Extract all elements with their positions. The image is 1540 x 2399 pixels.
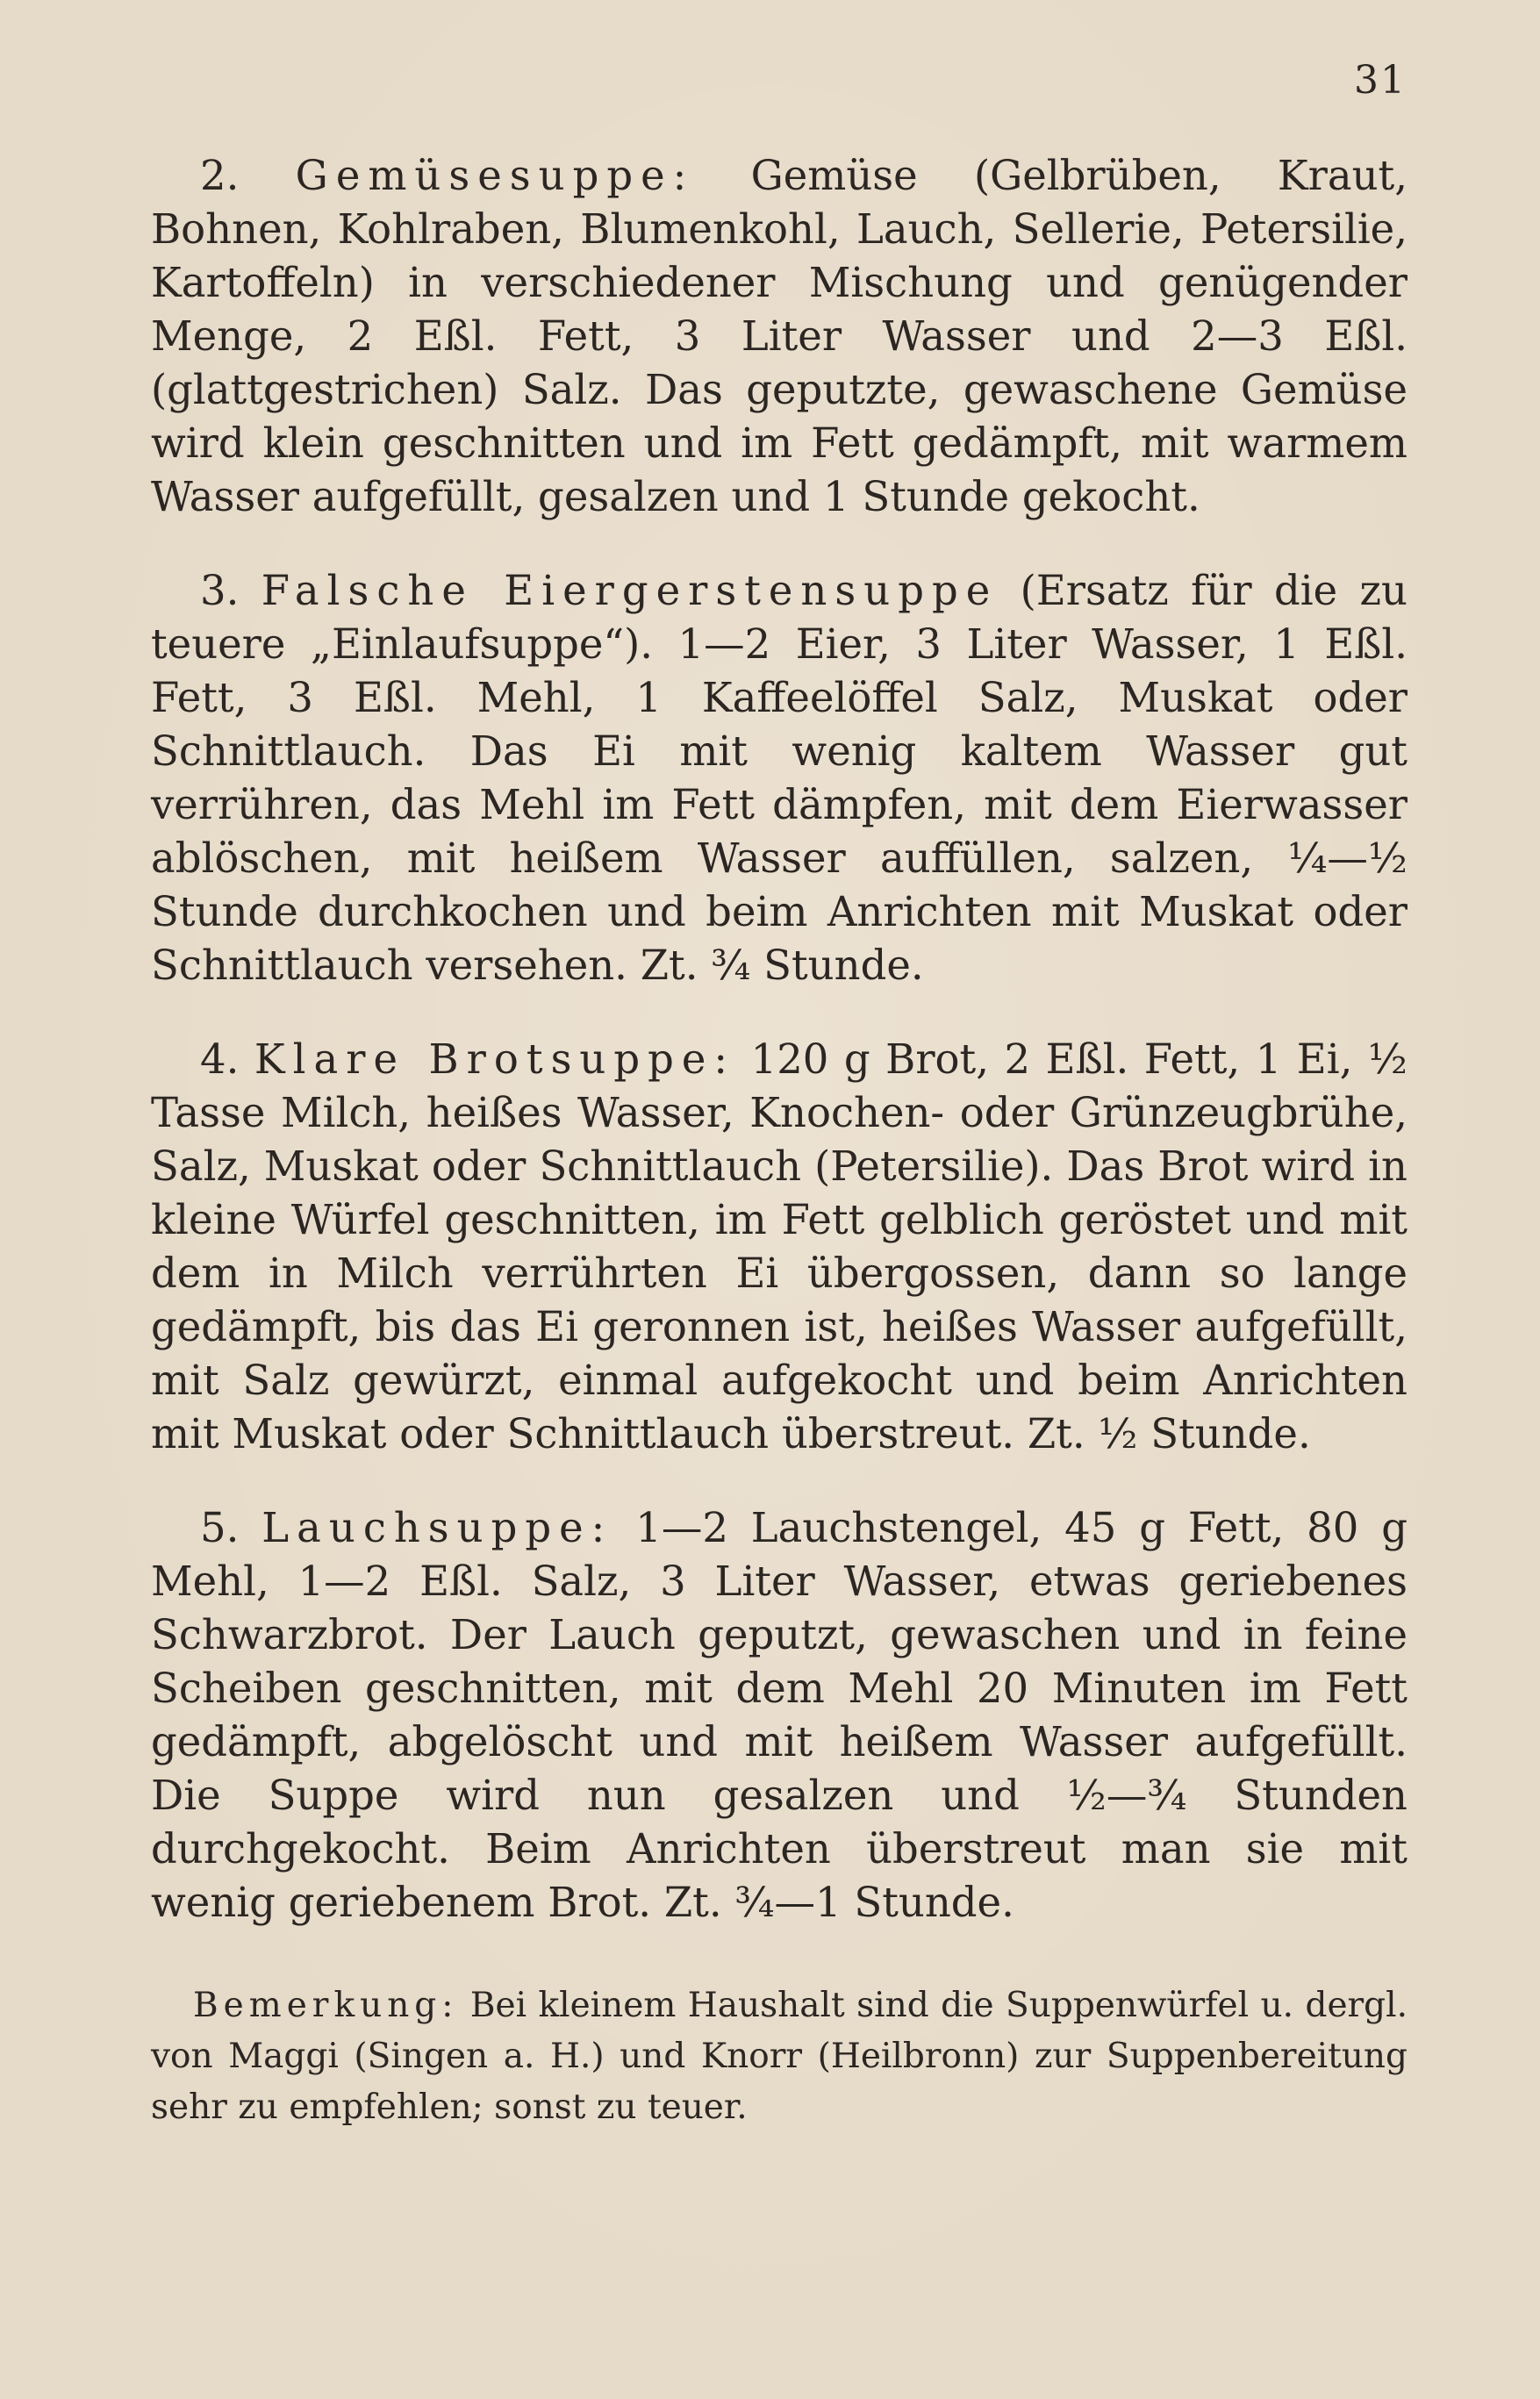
recipe-body: 1—2 Lauchstengel, 45 g Fett, 80 g Mehl, 1—2 Eßl. Salz, 3 Liter Wasser, etwas geriebenes Schwarzbrot. Der Lauch geputzt, gewaschen und in feine Scheiben geschnitten, mit dem Mehl 20 Minuten im Fett gedämpft, abgelöscht und mit heißem Wasser aufgefüllt. Die Suppe wird nun gesalzen und ½—¾ Stunden durchgekocht. Beim Anrichten überstreut man sie mit wenig geriebenem Brot. Zt. ¾—1 Stunde. (151, 1504, 1407, 1926)
recipe-text (151, 149, 1407, 2133)
recipe-body: (Ersatz für die zu teuere „Einlaufsuppe“). 1—2 Eier, 3 Liter Wasser, 1 Eßl. Fett, 3 Eßl. Mehl, 1 Kaffeelöffel Salz, Muskat oder Schnittlauch. Das Ei mit wenig kaltem Wasser gut verrühren, das Mehl im Fett dämpfen, mit dem Eierwasser ablöschen, mit heißem Wasser auffüllen, salzen, ¼—½ Stunde durchkochen und beim Anrichten mit Muskat oder Schnittlauch versehen. Zt. ¾ Stunde. (151, 567, 1408, 989)
recipe-number: 4. (200, 1035, 240, 1083)
recipe-klare-brotsuppe (151, 1033, 1407, 1461)
remark-note (151, 1980, 1407, 2133)
recipe-lauchsuppe (151, 1501, 1407, 1930)
recipe-number: 5. (200, 1504, 240, 1551)
recipe-title: Falsche Eiergerstensuppe (261, 567, 999, 614)
recipe-title: Lauchsuppe: (261, 1504, 613, 1551)
page-number: 31 (1354, 58, 1407, 103)
recipe-body: Gemüse (Gelbrüben, Kraut, Bohnen, Kohlraben, Blumenkohl, Lauch, Sellerie, Petersilie, Kartoffeln) in verschiedener Mischung und genügender Menge, 2 Eßl. Fett, 3 Liter Wasser und 2—3 Eßl. (glattgestrichen) Salz. Das geputzte, gewaschene Gemüse wird klein geschnitten und im Fett gedämpft, mit warmem Wasser aufgefüllt, gesalzen und 1 Stunde gekocht. (151, 152, 1408, 520)
recipe-falsche-eiergerstensuppe (151, 564, 1407, 992)
recipe-gemuesesuppe (151, 149, 1407, 524)
note-text: Bei kleinem Haushalt sind die Suppenwürfel u. dergl. von Maggi (Singen a. H.) und Knorr (Heilbronn) zur Suppenbereitung sehr zu empfehlen; sonst zu teuer. (151, 1986, 1407, 2127)
recipe-title: Klare Brotsuppe: (254, 1035, 736, 1083)
note-label: Bemerkung: (193, 1986, 459, 2025)
recipe-title: Gemüsesuppe: (295, 152, 695, 199)
recipe-number: 2. (200, 152, 240, 199)
recipe-number: 3. (200, 567, 240, 614)
recipe-body: 120 g Brot, 2 Eßl. Fett, 1 Ei, ½ Tasse Milch, heißes Wasser, Knochen- oder Grünzeugbrühe, Salz, Muskat oder Schnittlauch (Petersilie). Das Brot wird in kleine Würfel geschnitten, im Fett gelblich geröstet und mit dem in Milch verrührten Ei übergossen, dann so lange gedämpft, bis das Ei geronnen ist, heißes Wasser aufgefüllt, mit Salz gewürzt, einmal aufgekocht und beim Anrichten mit Muskat oder Schnittlauch überstreut. Zt. ½ Stunde. (151, 1035, 1407, 1457)
